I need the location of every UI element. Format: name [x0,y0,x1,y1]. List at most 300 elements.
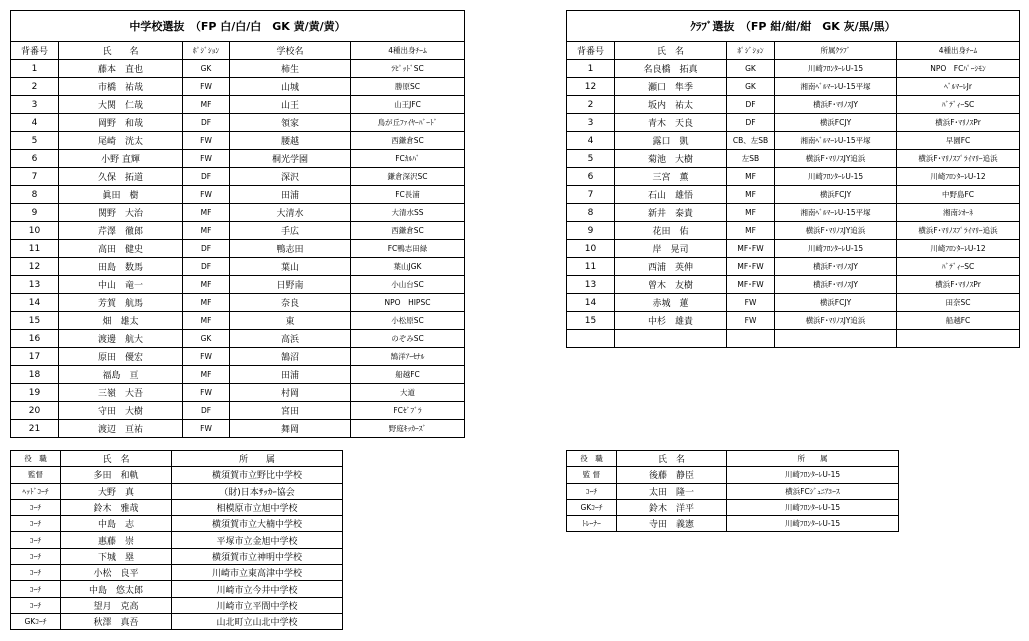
table-cell: GKｺｰﾁ [567,499,617,515]
table-cell: 桐光学園 [230,150,351,168]
table-cell: 20 [11,402,59,420]
table-cell: 久保 拓道 [59,168,183,186]
table-cell: 原田 優宏 [59,348,183,366]
table-cell: FW [727,294,775,312]
table-row [11,330,465,348]
table-cell: 7 [11,168,59,186]
table-cell: 横浜F･ﾏﾘﾉｽJY [775,258,897,276]
table-cell: 4 [11,114,59,132]
table-cell: 葉山 [230,258,351,276]
table-cell: 田奈SC [897,294,1020,312]
table-row [567,294,1020,312]
table-cell: 横浜FCJY [775,294,897,312]
table-cell: 川崎ﾌﾛﾝﾀｰﾚU-15 [775,168,897,186]
table-cell: FC長浦 [351,186,465,204]
table-cell: 監 督 [567,467,617,483]
table-row [11,565,343,581]
column-header: 氏 名 [61,451,172,467]
table-row [567,150,1020,168]
table-cell: 川崎ﾌﾛﾝﾀｰﾚU-15 [727,516,899,532]
table-row [11,402,465,420]
table-cell: 後藤 静臣 [617,467,727,483]
table-cell: 川崎ﾌﾛﾝﾀｰﾚU-15 [775,60,897,78]
table-cell: 藤本 直也 [59,60,183,78]
table-cell: 深沢 [230,168,351,186]
table-cell: 船越FC [897,312,1020,330]
table-cell: DF [727,96,775,114]
table-cell: 惠藤 崇 [61,532,172,548]
table-cell: 12 [567,78,615,96]
table-cell: 3 [567,114,615,132]
table-cell: 3 [11,96,59,114]
table-cell: 下城 塁 [61,548,172,564]
table-cell: DF [183,258,230,276]
table-row [567,276,1020,294]
table-cell: 山王 [230,96,351,114]
table-cell: 西鎌倉SC [351,132,465,150]
table-cell: 11 [567,258,615,276]
column-header: 氏 名 [615,42,727,60]
table-cell: CB、左SB [727,132,775,150]
table-cell: 手広 [230,222,351,240]
table-cell: MF [183,96,230,114]
table-cell: FW [183,348,230,366]
table-cell: 岡野 和哉 [59,114,183,132]
table-row [567,60,1020,78]
column-header: 所属ｸﾗﾌﾞ [775,42,897,60]
table-cell: GK [183,60,230,78]
column-header: 4種出身ﾁｰﾑ [351,42,465,60]
table-cell: 秋澤 真吾 [61,613,172,629]
table-cell: 露口 凱 [615,132,727,150]
table-row [11,96,465,114]
table-row [11,384,465,402]
table-cell: 湘南ｼｵｰﾈ [897,204,1020,222]
table-cell: 宮田 [230,402,351,420]
table-cell: 14 [11,294,59,312]
table-cell: 多田 和軌 [61,467,172,483]
table-cell: 大野 真 [61,483,172,499]
table-cell: ｺｰﾁ [11,597,61,613]
table-cell: MF [727,204,775,222]
table-cell: MF･FW [727,240,775,258]
table-cell: FW [183,78,230,96]
table-cell: MF [183,312,230,330]
table-cell: 太田 隆一 [617,483,727,499]
table-cell: 眞田 樹 [59,186,183,204]
table-cell: 川崎市立東高津中学校 [172,565,343,581]
table-cell: FCｾﾞﾌﾞﾗ [351,402,465,420]
table-cell: 鵠沼 [230,348,351,366]
table-cell: のぞみSC [351,330,465,348]
table-row [11,581,343,597]
table-cell: 川崎ﾌﾛﾝﾀｰﾚU-12 [897,168,1020,186]
table-row [11,204,465,222]
table-row [567,258,1020,276]
table-cell: 関野 大治 [59,204,183,222]
table-cell: 横須賀市立大楠中学校 [172,516,343,532]
staff-header-row [567,451,899,467]
table-cell: 5 [567,150,615,168]
table-cell: 川崎市立平間中学校 [172,597,343,613]
table-cell: MF [727,222,775,240]
column-header: 背番号 [11,42,59,60]
table-cell: FC鴨志田緑 [351,240,465,258]
table-row [567,312,1020,330]
table-cell: 鳥が丘ﾌｧｲﾔｰﾊﾞｰﾄﾞ [351,114,465,132]
table-cell: 4 [567,132,615,150]
table-cell: 奈良 [230,294,351,312]
table-cell: ｺｰﾁ [11,532,61,548]
table-cell: 寺田 義憲 [617,516,727,532]
table-row [567,114,1020,132]
table-cell: 川崎ﾌﾛﾝﾀｰﾚU-15 [727,499,899,515]
table-cell: 18 [11,366,59,384]
table-cell: 21 [11,420,59,438]
table-row [567,78,1020,96]
table-cell: 横浜FCJY [775,114,897,132]
table-cell: 川崎ﾌﾛﾝﾀｰﾚU-12 [897,240,1020,258]
table-cell: GK [183,330,230,348]
table-cell: MF [183,276,230,294]
column-header: 背番号 [567,42,615,60]
table-cell: 福島 亘 [59,366,183,384]
table-cell: ﾍﾞﾙﾏｰﾚJr [897,78,1020,96]
table-cell: 赤城 蓮 [615,294,727,312]
table-cell: 7 [567,186,615,204]
table-cell: FW [183,132,230,150]
table-cell: ﾊﾞﾃﾞｨｰSC [897,258,1020,276]
table-cell: 小松原SC [351,312,465,330]
table-cell: 横浜F･ﾏﾘﾉｽJY追浜 [775,312,897,330]
table-cell: 柿生 [230,60,351,78]
table-cell: 花田 佑 [615,222,727,240]
table-row [567,240,1020,258]
table-cell: ﾍｯﾄﾞｺｰﾁ [11,483,61,499]
table-cell: DF [183,402,230,420]
table-cell: 鵠洋ｱｰｾﾅﾙ [351,348,465,366]
table-cell: ｺｰﾁ [11,581,61,597]
table-cell: 1 [11,60,59,78]
table-cell: MF･FW [727,276,775,294]
table-cell: 10 [567,240,615,258]
table-cell: MF [183,294,230,312]
table-cell: 小野 直輝 [59,150,183,168]
table-cell [727,330,775,348]
table-cell: （財)日本ｻｯｶｰ協会 [172,483,343,499]
table-cell: 瀬口 隼季 [615,78,727,96]
table-cell: 中島 悠太郎 [61,581,172,597]
table-cell: 山城 [230,78,351,96]
table-cell: MF [727,168,775,186]
table-row [567,132,1020,150]
column-header: 役 職 [11,451,61,467]
table-row [567,483,899,499]
table-cell: GK [727,60,775,78]
column-header: 4種出身ﾁｰﾑ [897,42,1020,60]
table-cell: 領家 [230,114,351,132]
table-cell: 平塚市立金旭中学校 [172,532,343,548]
table-cell: 三宮 薫 [615,168,727,186]
table-cell: MF･FW [727,258,775,276]
table-cell: 尾崎 洸太 [59,132,183,150]
table-cell: 15 [11,312,59,330]
table-cell: 1 [567,60,615,78]
school-selection-staff [10,450,343,630]
table-cell: 5 [11,132,59,150]
roster-header-row [11,42,465,60]
table-cell: 19 [11,384,59,402]
table-cell: 渡辺 亘祐 [59,420,183,438]
table-cell: 鴨志田 [230,240,351,258]
table-cell: 青木 天良 [615,114,727,132]
table-cell: DF [183,240,230,258]
table-cell: MF [183,222,230,240]
table-cell: 9 [11,204,59,222]
table-cell: 川崎市立今井中学校 [172,581,343,597]
table-row [567,330,1020,348]
table-cell: 山北町立山北中学校 [172,613,343,629]
table-row [11,150,465,168]
table-cell: 市橋 祐哉 [59,78,183,96]
table-row [11,294,465,312]
table-cell: 横浜F･ﾏﾘﾉｽPr [897,276,1020,294]
roster-header-row [567,42,1020,60]
table-cell [897,330,1020,348]
table-cell: GK [727,78,775,96]
table-cell: 渡邊 航大 [59,330,183,348]
table-cell: ｺｰﾁ [567,483,617,499]
table-cell: 中杉 雄貴 [615,312,727,330]
table-cell: 西鎌倉SC [351,222,465,240]
table-cell: DF [727,114,775,132]
table-cell: 名良橋 拓真 [615,60,727,78]
table-cell: 岸 晃司 [615,240,727,258]
table-row [11,132,465,150]
table-row [11,312,465,330]
column-header: 所 属 [172,451,343,467]
table-cell: 舞岡 [230,420,351,438]
table-cell: 山王JFC [351,96,465,114]
table-cell: 監督 [11,467,61,483]
table-cell: 芹澤 徹郎 [59,222,183,240]
table-cell: 9 [567,222,615,240]
table-cell: ﾗﾋﾟｯﾄﾞSC [351,60,465,78]
column-header: 氏 名 [59,42,183,60]
table-cell: FW [183,186,230,204]
table-cell: 湘南ﾍﾞﾙﾏｰﾚU-15平塚 [775,78,897,96]
table-cell: NPO HIPSC [351,294,465,312]
table-cell [567,330,615,348]
club-selection-staff [566,450,899,532]
table-cell: 腰越 [230,132,351,150]
table-cell: DF [183,114,230,132]
table-cell: 鎌倉深沢SC [351,168,465,186]
table-row [567,168,1020,186]
table-cell: 10 [11,222,59,240]
table-cell: 左SB [727,150,775,168]
table-cell: 田島 数馬 [59,258,183,276]
table-cell: GKｺｰﾁ [11,613,61,629]
table-cell: 小山台SC [351,276,465,294]
table-cell: 横浜FCJY [775,186,897,204]
club-selection-roster [566,10,1020,348]
table-cell: 6 [11,150,59,168]
table-cell: 川崎ﾌﾛﾝﾀｰﾚU-15 [727,467,899,483]
table-cell: ﾊﾞﾃﾞｨｰSC [897,96,1020,114]
table-cell: 小松 良平 [61,565,172,581]
column-header: 所 属 [727,451,899,467]
table-cell: 横浜F･ﾏﾘﾉｽJY [775,276,897,294]
table-cell [615,330,727,348]
table-row [11,60,465,78]
table-cell: 芳賀 航馬 [59,294,183,312]
table-cell: 西浦 英伸 [615,258,727,276]
column-header: 学校名 [230,42,351,60]
table-cell: 14 [567,294,615,312]
table-cell: 船越FC [351,366,465,384]
table-cell: ｺｰﾁ [11,548,61,564]
table-cell: 中野島FC [897,186,1020,204]
table-cell: 新井 泰貴 [615,204,727,222]
table-row [567,516,899,532]
table-cell: 横浜F･ﾏﾘﾉｽJY追浜 [775,222,897,240]
table-row [11,548,343,564]
table-row [11,499,343,515]
table-cell: 三嶺 大吾 [59,384,183,402]
table-cell: 中島 志 [61,516,172,532]
table-row [11,467,343,483]
table-row [11,240,465,258]
table-cell: 12 [11,258,59,276]
table-row [567,467,899,483]
table-row [567,204,1020,222]
table-row [11,420,465,438]
staff-header-row [11,451,343,467]
table-cell: 13 [11,276,59,294]
table-cell: 早園FC [897,132,1020,150]
roster-title: 中学校選抜 （FP 白/白/白 GK 黄/黄/黄） [11,11,465,42]
table-row [11,516,343,532]
school-selection-roster [10,10,465,438]
table-cell: 高田 健史 [59,240,183,258]
table-cell: MF [183,366,230,384]
table-row [567,96,1020,114]
table-cell: ｺｰﾁ [11,565,61,581]
table-row [11,78,465,96]
table-row [11,168,465,186]
table-cell: 11 [11,240,59,258]
table-cell: 曾木 友樹 [615,276,727,294]
table-cell: 2 [567,96,615,114]
table-cell: 横浜FCｼﾞｭﾆｱﾕｰｽ [727,483,899,499]
table-cell: 横浜F･ﾏﾘﾉｽJY追浜 [775,150,897,168]
table-cell: 高浜 [230,330,351,348]
table-cell: 16 [11,330,59,348]
table-cell: FCｶﾙﾊﾞ [351,150,465,168]
table-cell: FW [183,384,230,402]
table-cell: 8 [11,186,59,204]
table-cell: FW [727,312,775,330]
table-cell: ｺｰﾁ [11,516,61,532]
table-cell: DF [183,168,230,186]
table-cell: 守田 大樹 [59,402,183,420]
table-cell: 大関 仁哉 [59,96,183,114]
table-cell: 菊池 大樹 [615,150,727,168]
table-cell: 大道 [351,384,465,402]
table-cell: FW [183,150,230,168]
table-cell: 横浜F･ﾏﾘﾉｽﾌﾟﾗｲﾏﾘｰ追浜 [897,150,1020,168]
table-cell: 鈴木 洋平 [617,499,727,515]
table-cell: 川崎ﾌﾛﾝﾀｰﾚU-15 [775,240,897,258]
table-row [11,613,343,629]
table-cell: FW [183,420,230,438]
table-cell: 田浦 [230,366,351,384]
table-cell: 8 [567,204,615,222]
table-cell: 湘南ﾍﾞﾙﾏｰﾚU-15平塚 [775,204,897,222]
table-cell: 田浦 [230,186,351,204]
table-cell: 中山 竜一 [59,276,183,294]
table-row [567,222,1020,240]
table-cell: 13 [567,276,615,294]
column-header: ﾎﾟｼﾞｼｮﾝ [183,42,230,60]
table-cell: 畑 雄太 [59,312,183,330]
table-row [11,366,465,384]
table-cell: 野庭ｷｯｶｰｽﾞ [351,420,465,438]
table-row [11,276,465,294]
table-row [11,186,465,204]
table-cell: 坂内 祐太 [615,96,727,114]
table-cell: 東 [230,312,351,330]
roster-title: ｸﾗﾌﾞ選抜 （FP 紺/紺/紺 GK 灰/黒/黒） [567,11,1020,42]
table-cell: MF [183,204,230,222]
table-cell: ﾄﾚｰﾅｰ [567,516,617,532]
table-cell: 大清水SS [351,204,465,222]
table-cell: 2 [11,78,59,96]
table-cell: 望月 克高 [61,597,172,613]
column-header: 役 職 [567,451,617,467]
table-cell: 横浜F･ﾏﾘﾉｽJY [775,96,897,114]
table-row [11,348,465,366]
table-cell: 鈴木 雅哉 [61,499,172,515]
column-header: ﾎﾟｼﾞｼｮﾝ [727,42,775,60]
table-cell: 横須賀市立野比中学校 [172,467,343,483]
table-cell: ｺｰﾁ [11,499,61,515]
table-cell: 日野南 [230,276,351,294]
table-cell: 大清水 [230,204,351,222]
table-cell: 横須賀市立神明中学校 [172,548,343,564]
table-row [567,499,899,515]
table-cell: 湘南ﾍﾞﾙﾏｰﾚU-15平塚 [775,132,897,150]
table-row [11,597,343,613]
table-cell: 相模原市立旭中学校 [172,499,343,515]
table-row [11,222,465,240]
table-row [11,114,465,132]
table-cell: MF [727,186,775,204]
column-header: 氏 名 [617,451,727,467]
table-cell: 横浜F･ﾏﾘﾉｽﾌﾟﾗｲﾏﾘｰ追浜 [897,222,1020,240]
table-row [11,258,465,276]
table-cell: 17 [11,348,59,366]
table-row [567,186,1020,204]
table-cell: 村岡 [230,384,351,402]
table-cell [775,330,897,348]
table-cell: 15 [567,312,615,330]
table-cell: 勝原SC [351,78,465,96]
table-cell: NPO FCﾊﾟｰｼﾓﾝ [897,60,1020,78]
table-cell: 6 [567,168,615,186]
table-cell: 横浜F･ﾏﾘﾉｽPr [897,114,1020,132]
